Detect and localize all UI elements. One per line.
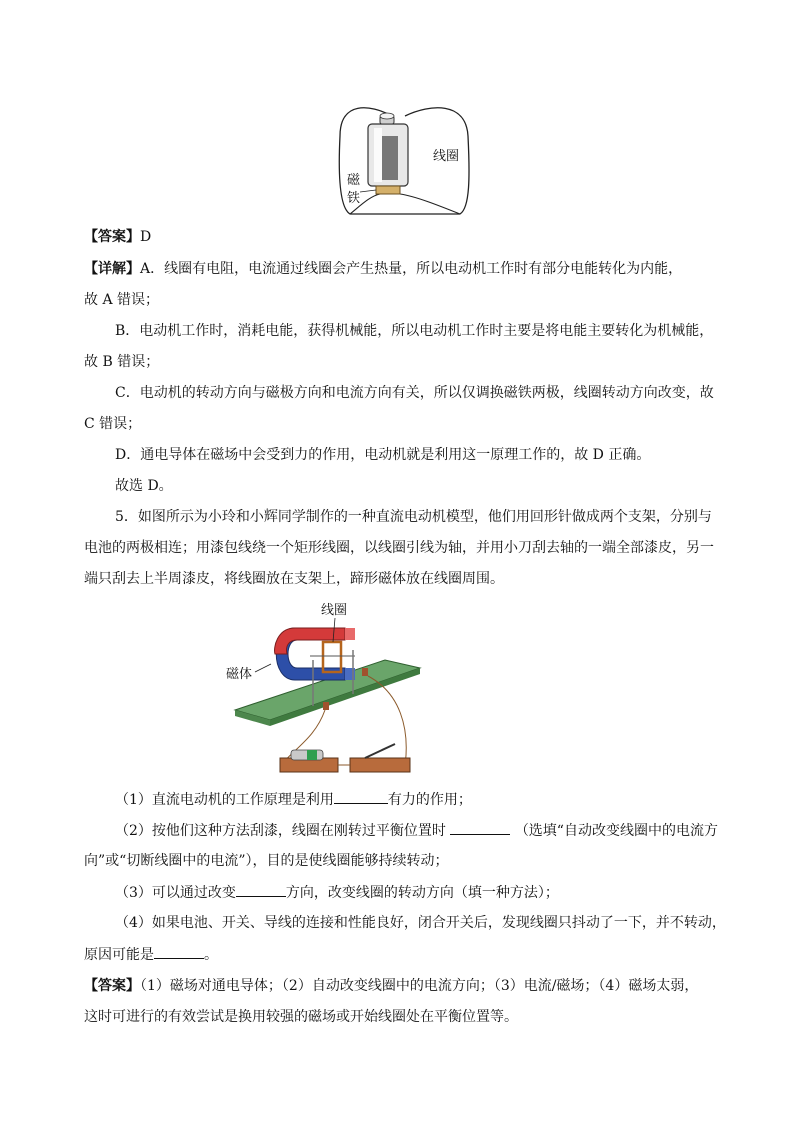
detail-line-c1: C．电动机的转动方向与磁极方向和电流方向有关，所以仅调换磁铁两极，线圈转动方向改变，故	[115, 385, 714, 401]
coil-label-2: 线圈	[321, 603, 348, 618]
subquestion-3: （3）可以通过改变 方向，改变线圈的转动方向（填一种方法）；	[115, 882, 715, 903]
magnet-icon	[376, 186, 400, 194]
detail-tag: 【详解】	[84, 261, 140, 277]
final-answer-tag: 【答案】	[84, 978, 140, 994]
detail-line-a2: 故 A 错误；	[84, 292, 160, 308]
subquestion-2-line2: 向”或“切断线圈中的电流”），目的是使线圈能够持续转动；	[84, 853, 449, 869]
battery-coil-figure	[330, 96, 480, 221]
detail-line-d1: D．通电导体在磁场中会受到力的作用，电动机就是利用这一原理工作的，故 D 正确。	[115, 447, 651, 463]
detail-line-c2: C 错误；	[84, 416, 142, 432]
final-answer-line2: 这时可进行的有效尝试是换用较强的磁场或开始线圈处在平衡位置等。	[84, 1009, 518, 1025]
choose-line: 故选 D。	[115, 478, 173, 494]
detail-a-text: A．线圈有电阻，电流通过线圈会产生热量，所以电动机工作时有部分电能转化为内能，	[140, 261, 683, 277]
coil-label: 线圈	[433, 149, 460, 164]
question5-line3: 端只刮去上半周漆皮，将线圈放在支架上，蹄形磁体放在线圈周围。	[84, 571, 504, 587]
coil-wire-bottom	[350, 194, 460, 214]
detail-line-b2: 故 B 错误；	[84, 354, 160, 370]
detail-line-a1	[84, 259, 714, 279]
subquestion-2: （2）按他们这种方法刮漆，线圈在刚转过平衡位置时 （选填“自动改变线圈中的电流方	[115, 820, 715, 841]
blank-3[interactable]	[236, 882, 286, 897]
subquestion-1: （1）直流电动机的工作原理是利用 有力的作用；	[115, 789, 715, 810]
motor-model-figure	[225, 598, 425, 778]
switch-icon	[350, 758, 410, 772]
question5-line1: 5．如图所示为小玲和小辉同学制作的一种直流电动机模型，他们用回形针做成两个支架，分别与	[115, 509, 712, 525]
blank-1[interactable]	[334, 789, 388, 804]
question5-line2: 电池的两极相连；用漆包线绕一个矩形线圈，以线圈引线为轴，并用小刀刮去轴的一端全部漆皮，另一	[84, 540, 714, 556]
answer-value: D	[140, 229, 152, 245]
subquestion-4-line1: （4）如果电池、开关、导线的连接和性能良好，闭合开关后，发现线圈只抖动了一下，并不转动，	[115, 915, 726, 931]
magnet-label-1: 磁	[347, 173, 361, 188]
detail-line-b1: B．电动机工作时，消耗电能，获得机械能，所以电动机工作时主要是将电能主要转化为机械能，	[115, 323, 714, 339]
magnet-label-2: 铁	[347, 191, 361, 206]
subquestion-4-line2: 原因可能是 。	[84, 944, 714, 965]
answer-line	[84, 227, 714, 247]
blank-2[interactable]	[450, 820, 510, 835]
answer-tag: 【答案】	[84, 229, 140, 245]
final-answer-line1: 【答案】（1）磁场对通电导体；（2）自动改变线圈中的电流方向；（3）电流/磁场；（4）磁场太弱，	[84, 978, 699, 994]
blank-4[interactable]	[154, 944, 204, 959]
magnet-label-2: 磁体	[226, 667, 253, 682]
